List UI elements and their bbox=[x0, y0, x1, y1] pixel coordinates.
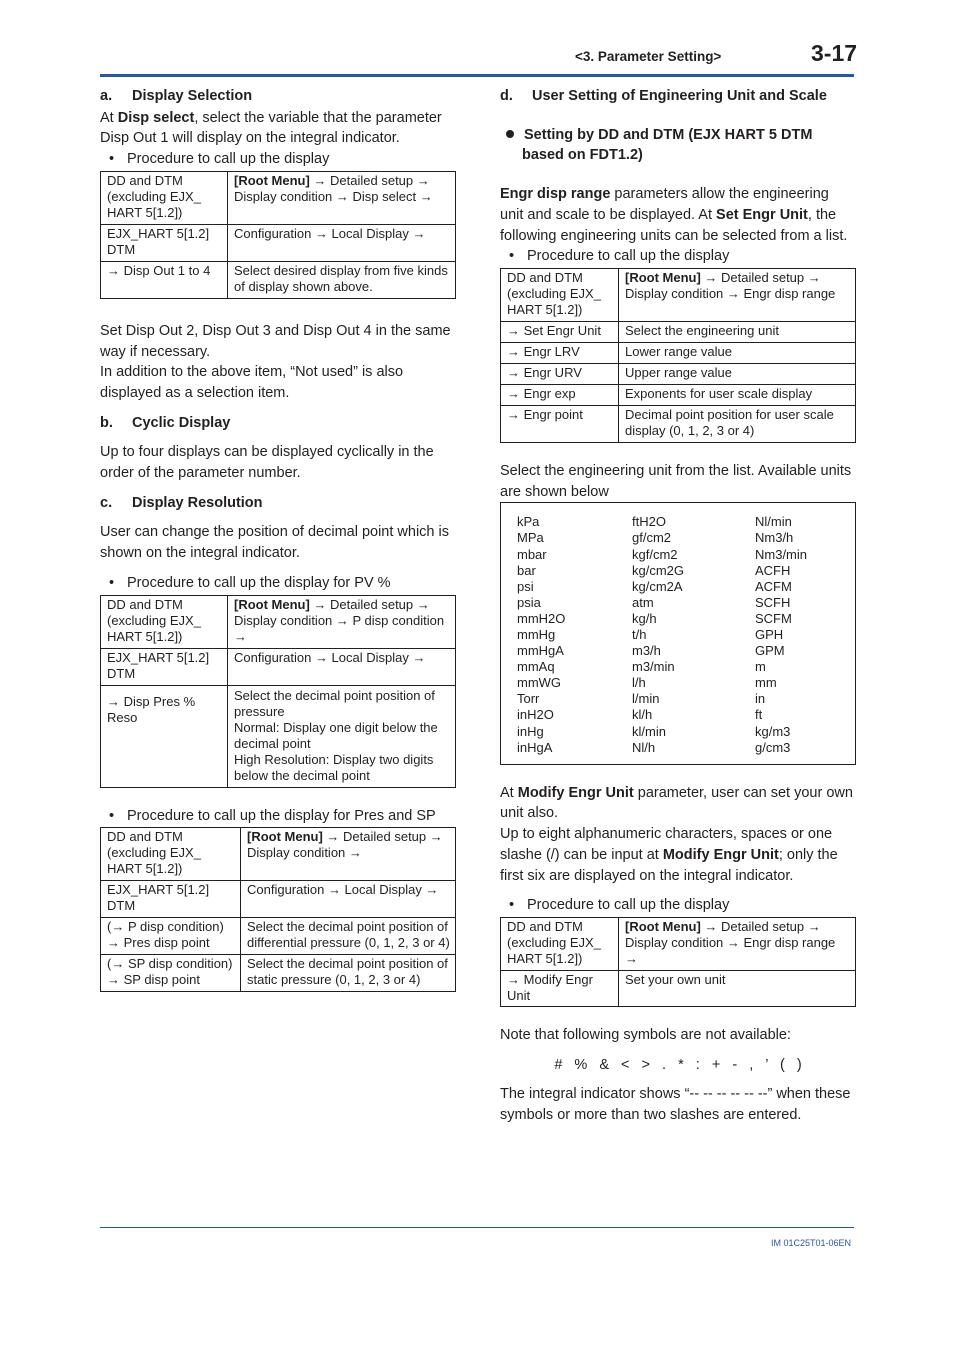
section-title: <3. Parameter Setting> bbox=[575, 49, 722, 64]
table-row: → Engr point Decimal point position for user scale display (0, 1, 2, 3 or 4) bbox=[501, 405, 856, 442]
table-row: → Engr exp Exponents for user scale display bbox=[501, 384, 856, 405]
bullet-heading: Setting by DD and DTM (EJX HART 5 DTM based on FDT1.2) bbox=[500, 125, 856, 166]
page-number: 3-17 bbox=[811, 40, 858, 66]
list-item: • Procedure to call up the display bbox=[100, 149, 456, 170]
table-row: → Modify Engr Unit Set your own unit bbox=[501, 970, 856, 1006]
table-row: EJX_HART 5[1.2] DTM Configuration → Local Display → bbox=[101, 224, 456, 261]
paragraph: User can change the position of decimal point which is shown on the integral indicator. bbox=[100, 524, 449, 562]
table-row: DD and DTM (excluding EJX_ HART 5[1.2]) [Root Menu] → Detailed setup → Display condition → P disp condition → bbox=[101, 595, 456, 648]
table-engr-disp-range bbox=[500, 268, 856, 443]
table-row: DD and DTM (excluding EJX_ HART 5[1.2]) [Root Menu] → Detailed setup → Display condition → Disp select → bbox=[101, 171, 456, 224]
paragraph: Select the engineering unit from the list. Available units are shown below bbox=[500, 462, 852, 500]
heading-cyclic-display: b. Cyclic Display bbox=[100, 414, 231, 431]
unavailable-symbols: # % & < > . * : + - , ’ ( ) bbox=[554, 1056, 802, 1073]
table-row: → Disp Pres % Reso Select the decimal point position of pressure Normal: Display one digit below the decimal point High Resolution: Display two digits below the decimal point bbox=[101, 685, 456, 787]
left-column bbox=[100, 86, 456, 992]
footer-rule bbox=[100, 1227, 854, 1228]
paragraph: The integral indicator shows “-- -- -- -- -- --” when these symbols or more than two slashes are entered. bbox=[500, 1086, 851, 1124]
table-pres-sp-resolution bbox=[100, 827, 456, 992]
paragraph: Set Disp Out 2, Disp Out 3 and Disp Out 4 in the same way if necessary. bbox=[100, 322, 451, 360]
table-row: DD and DTM (excluding EJX_ HART 5[1.2]) [Root Menu] → Detailed setup → Display condition → Engr disp range bbox=[501, 268, 856, 321]
paragraph: Up to eight alphanumeric characters, spaces or one slashe (/) can be input at Modify Engr Unit; only the first six are displayed on the integral indicator. bbox=[500, 826, 838, 884]
units-box bbox=[500, 502, 856, 764]
list-item: • Procedure to call up the display for PV % bbox=[100, 573, 456, 594]
units-column-1: kPa MPa mbar bar psi psia mmH2O mmHg mmHgA mmAq mmWG Torr inH2O inHg inHgA bbox=[517, 514, 566, 755]
table-row: → Disp Out 1 to 4 Select desired display from five kinds of display shown above. bbox=[101, 261, 456, 298]
table-row: EJX_HART 5[1.2] DTM Configuration → Local Display → bbox=[101, 881, 456, 918]
paragraph: At Disp select, select the variable that the parameter Disp Out 1 will display on the integral indicator. bbox=[100, 109, 442, 147]
table-row: → Engr URV Upper range value bbox=[501, 363, 856, 384]
table-row: → Engr LRV Lower range value bbox=[501, 342, 856, 363]
table-pv-resolution bbox=[100, 595, 456, 788]
table-row: DD and DTM (excluding EJX_ HART 5[1.2]) [Root Menu] → Detailed setup → Display condition → bbox=[101, 828, 456, 881]
paragraph: Up to four displays can be displayed cyclically in the order of the parameter number. bbox=[100, 444, 434, 482]
table-row: (→ SP disp condition) → SP disp point Select the decimal point position of static pressure (0, 1, 2, 3 or 4) bbox=[101, 955, 456, 992]
paragraph: Note that following symbols are not available: bbox=[500, 1026, 791, 1043]
header-rule bbox=[100, 74, 854, 77]
table-row: DD and DTM (excluding EJX_ HART 5[1.2]) [Root Menu] → Detailed setup → Display condition → Engr disp range → bbox=[501, 917, 856, 970]
table-row: (→ P disp condition) → Pres disp point Select the decimal point position of differential pressure (0, 1, 2, 3 or 4) bbox=[101, 918, 456, 955]
table-modify-engr-unit bbox=[500, 917, 856, 1007]
bullet-dot-icon bbox=[506, 130, 514, 138]
list-item: • Procedure to call up the display for Pres and SP bbox=[100, 806, 456, 827]
right-column bbox=[500, 86, 856, 1126]
units-column-2: ftH2O gf/cm2 kgf/cm2 kg/cm2G kg/cm2A atm kg/h t/h m3/h m3/min l/h l/min kl/h kl/min Nl/h bbox=[632, 514, 685, 755]
table-row: → Set Engr Unit Select the engineering unit bbox=[501, 321, 856, 342]
list-item: • Procedure to call up the display bbox=[500, 895, 856, 916]
units-column-3: Nl/min Nm3/h Nm3/min ACFH ACFM SCFH SCFM GPH GPM m mm in ft kg/m3 g/cm3 bbox=[755, 514, 808, 755]
paragraph: In addition to the above item, “Not used” is also displayed as a selection item. bbox=[100, 364, 404, 401]
heading-user-setting: d. User Setting of Engineering Unit and Scale bbox=[500, 88, 827, 104]
heading-display-resolution: c. Display Resolution bbox=[100, 494, 263, 511]
table-disp-select bbox=[100, 171, 456, 299]
list-item: • Procedure to call up the display bbox=[500, 246, 856, 267]
paragraph: Engr disp range parameters allow the engineering unit and scale to be displayed. At Set Engr Unit, the following engineering units can be selected from a list. bbox=[500, 186, 848, 244]
document-id: IM 01C25T01-06EN bbox=[771, 1238, 852, 1248]
heading-display-selection: a. Display Selection bbox=[100, 88, 253, 104]
paragraph: At Modify Engr Unit parameter, user can set your own unit also. bbox=[500, 784, 853, 822]
table-row: EJX_HART 5[1.2] DTM Configuration → Local Display → bbox=[101, 648, 456, 685]
